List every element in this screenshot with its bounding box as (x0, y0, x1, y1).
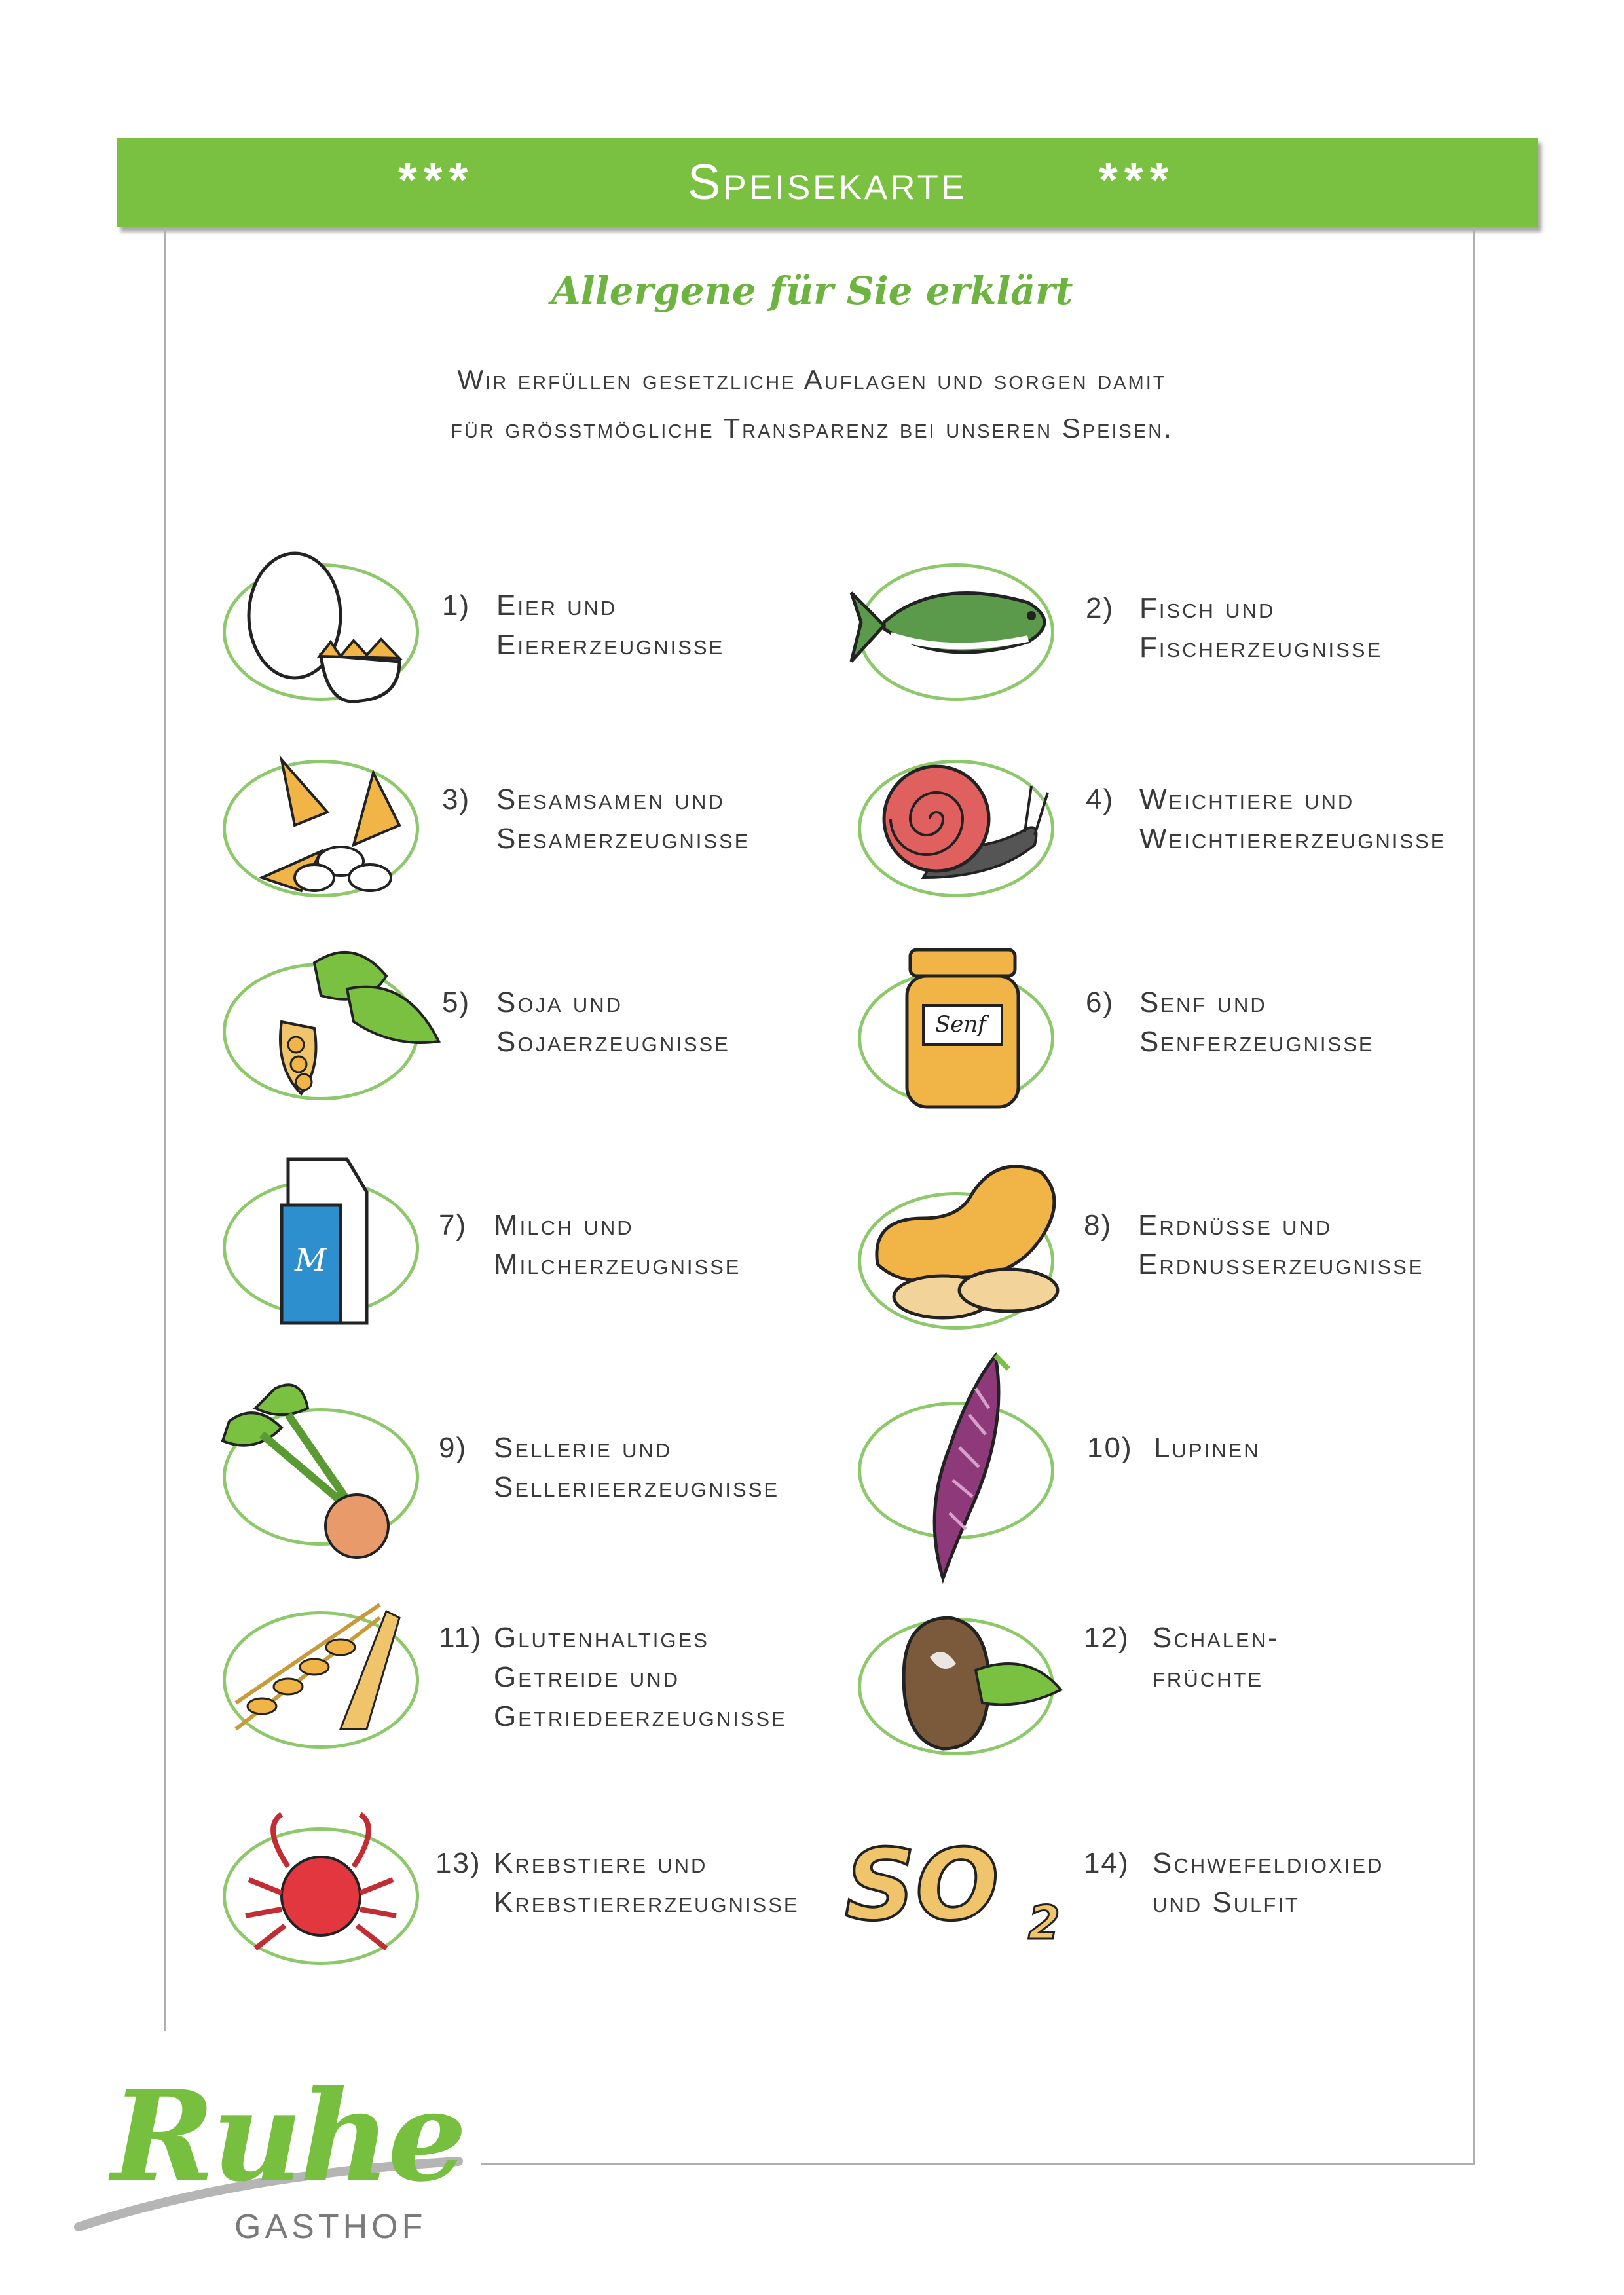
peanut-icon (864, 1146, 1074, 1336)
allergen-label-line-2: Krebstiererzeugnisse (494, 1886, 800, 1918)
allergen-number: 9) (439, 1432, 468, 1464)
banner-stars-left: *** (398, 153, 475, 207)
mustard-jar-icon (897, 943, 1028, 1113)
intro-line-2: für grösstmögliche Transparenz bei unseren Speisen. (451, 413, 1173, 443)
allergen-label-line-1: Sesamsamen und (496, 783, 725, 815)
hazelnut-icon (877, 1605, 1074, 1762)
logo-wordmark: Ruhe (111, 2063, 465, 2209)
allergen-number: 13) (435, 1847, 481, 1879)
allergen-number: 7) (439, 1209, 468, 1241)
snail-icon (864, 747, 1061, 897)
frame-right-rule (1473, 227, 1475, 2165)
egg-icon (242, 544, 413, 707)
allergen-label-line-2: Eiererzeugnisse (496, 629, 725, 661)
allergen-number: 6) (1086, 986, 1115, 1018)
sesame-icon (242, 747, 419, 904)
allergen-label-line-3: Getriedeerzeugnisse (494, 1700, 787, 1732)
grain-icon (223, 1598, 406, 1742)
lupine-icon (897, 1349, 1028, 1585)
allergen-label-line-2: Senferzeugnisse (1139, 1026, 1375, 1058)
allergen-label-line-1: Fisch und (1139, 592, 1276, 624)
menu-header-banner (117, 138, 1538, 227)
mustard-jar-label: Senf (935, 1011, 986, 1037)
allergen-label-line-1: Erdnüsse und (1138, 1209, 1333, 1241)
allergen-label-line-2: Fischerzeugnisse (1139, 631, 1383, 663)
allergen-label-line-1: Krebstiere und (494, 1847, 708, 1879)
so2-icon (838, 1821, 1074, 1952)
milk-carton-icon (262, 1146, 393, 1336)
allergen-number: 8) (1084, 1209, 1113, 1241)
allergen-label-line-1: Milch und (494, 1209, 634, 1241)
allergen-label-line-2: Getreide und (494, 1661, 680, 1693)
banner-title: Speisekarte (687, 154, 967, 210)
soy-icon (242, 937, 452, 1107)
allergen-label-line-1: Lupinen (1154, 1432, 1261, 1464)
allergen-label-line-1: Sellerie und (494, 1432, 673, 1464)
allergen-number: 3) (442, 783, 471, 815)
banner-stars-right: *** (1099, 153, 1175, 207)
allergen-label-line-2: früchte (1153, 1661, 1264, 1693)
fish-icon (845, 557, 1067, 694)
allergen-number: 12) (1084, 1622, 1130, 1654)
allergen-label-line-2: und Sulfit (1153, 1886, 1300, 1918)
frame-bottom-rule (481, 2163, 1475, 2165)
frame-left-rule (164, 227, 166, 2031)
so2-subscript: 2 (1028, 1896, 1060, 1950)
allergen-label-line-2: Milcherzeugnisse (494, 1248, 741, 1280)
allergen-label-line-1: Senf und (1139, 986, 1267, 1018)
intro-line-1: Wir erfüllen gesetzliche Auflagen und sorgen damit (457, 364, 1167, 395)
allergen-label-line-1: Weichtiere und (1139, 783, 1355, 815)
allergen-label-line-1: Soja und (496, 986, 623, 1018)
allergen-label-line-1: Schwefeldioxied (1153, 1847, 1384, 1879)
allergen-number: 10) (1087, 1432, 1133, 1464)
allergen-number: 11) (439, 1622, 483, 1654)
allergen-label-line-2: Weichtiererzeugnisse (1139, 823, 1447, 855)
so2-symbol: SO (845, 1829, 999, 1943)
allergen-label-line-2: Sellerieerzeugnisse (494, 1471, 780, 1503)
allergen-number: 1) (442, 589, 471, 622)
allergen-number: 4) (1086, 783, 1115, 815)
allergen-label-line-2: Erdnusserzeugnisse (1138, 1248, 1424, 1280)
celery-icon (216, 1369, 413, 1565)
logo-subtitle: GASTHOF (234, 2208, 427, 2246)
allergen-label-line-2: Sojaerzeugnisse (496, 1026, 730, 1058)
allergen-label-line-1: Schalen- (1153, 1622, 1280, 1654)
milk-carton-label: M (295, 1242, 327, 1278)
allergen-label-line-1: Glutenhaltiges (494, 1622, 709, 1654)
allergen-number: 5) (442, 986, 471, 1018)
page-subtitle: Allergene für Sie erklärt (551, 269, 1073, 313)
crab-icon (236, 1801, 406, 1971)
allergen-number: 14) (1084, 1847, 1130, 1879)
allergen-label-line-1: Eier und (496, 589, 618, 622)
allergen-label-line-2: Sesamerzeugnisse (496, 823, 750, 855)
allergen-number: 2) (1086, 592, 1115, 624)
